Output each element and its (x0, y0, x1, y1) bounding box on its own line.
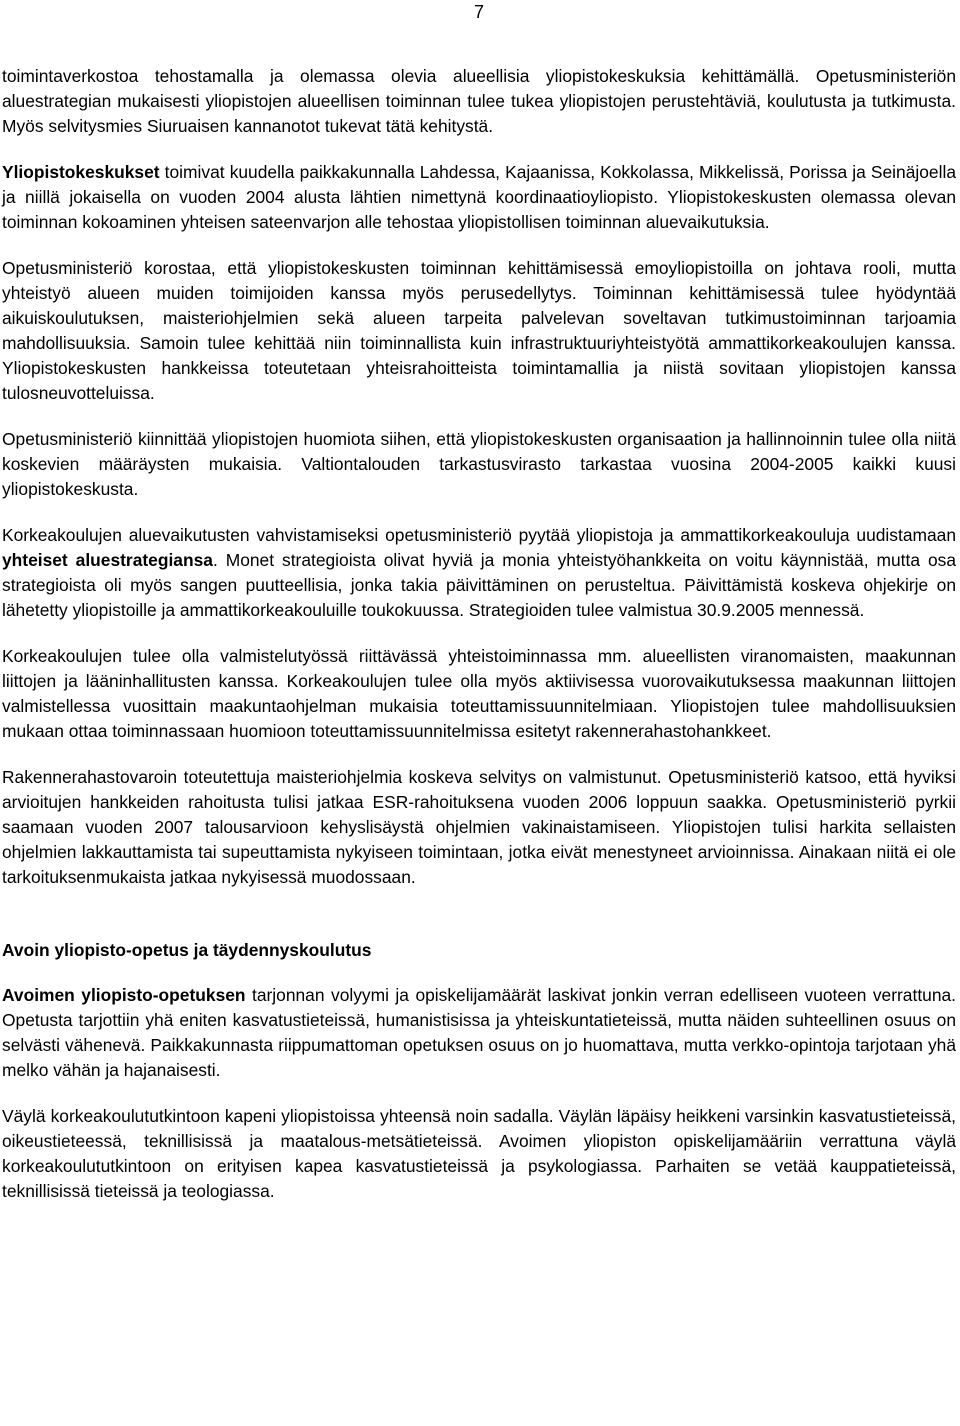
paragraph-organisaatio: Opetusministeriö kiinnittää yliopistojen huomiota siihen, että yliopistokeskusten organisaation ja hallinnoinnin tulee olla niitä koskevien määräysten mukaisia. Valtiontalouden tarkastusvirasto tarkastaa vuosina 2004-2005 kaikki kuusi yliopistokeskusta. (2, 429, 956, 499)
term-yhteiset-aluestrategiat: yhteiset aluestrategiansa (2, 550, 213, 570)
document-body (2, 64, 956, 1225)
section-heading: Avoin yliopisto-opetus ja täydennyskoulutus (2, 940, 372, 960)
paragraph-aluestrategiat-text-b: . Monet strategioista olivat hyviä ja monia yhteistyöhankkeita on voitu käynnistää, mutta osa strategioista oli myös sangen puutteellisia, jonka takia päivittäminen on perusteltua. Päivittämistä koskeva ohjekirje on lähetetty yliopistoille ja ammattikorkeakouluille toukokuussa. Strategioiden tulee valmistua 30.9.2005 mennessä. (2, 550, 956, 620)
paragraph-emoyliopistot: Opetusministeriö korostaa, että yliopistokeskusten toiminnan kehittämisessä emoyliopistoilla on johtava rooli, mutta yhteistyö alueen muiden toimijoiden kanssa myös perusedellytys. Toiminnan kehittämisessä tulee hyödyntää aikuiskoulutuksen, maisteriohjelmien sekä alueen tarpeita palvelevan soveltavan tutkimustoiminnan tarjoamia mahdollisuuksia. Samoin tulee kehittää niin toiminnallista kuin infrastruktuuriyhteistyötä ammattikorkeakoulujen kanssa. Yliopistokeskusten hankkeissa toteutetaan yhteisrahoitteista toimintamallia ja niistä sovitaan yliopistojen kanssa tulosneuvotteluissa. (2, 258, 956, 403)
paragraph-yliopistokeskukset (2, 160, 956, 235)
paragraph-aluestrategiat (2, 523, 956, 623)
term-yliopistokeskukset: Yliopistokeskukset (2, 162, 160, 182)
paragraph-intro: toimintaverkostoa tehostamalla ja olemassa olevia alueellisia yliopistokeskuksia kehittämällä. Opetusministeriön aluestrategian mukaisesti yliopistojen alueellisen toiminnan tulee tukea yliopistojen perustehtäviä, koulutusta ja tutkimusta. Myös selvitysmies Siuruaisen kannanotot tukevat tätä kehitystä. (2, 66, 956, 136)
paragraph-avoin-yliopisto (2, 983, 956, 1083)
paragraph-yliopistokeskukset-text: toimivat kuudella paikkakunnalla Lahdessa, Kajaanissa, Kokkolassa, Mikkelissä, Porissa ja Seinäjoella ja niillä jokaisella on vuoden 2004 alusta lähtien nimettynä koordinaatioyliopisto. Yliopistokeskusten olemassa olevan toiminnan kokoaminen yhteisen sateenvarjon alle tehostaa yliopistollisen toiminnan aluevaikutuksia. (2, 162, 956, 232)
paragraph-avoin-yliopisto-text: tarjonnan volyymi ja opiskelijamäärät laskivat jonkin verran edelliseen vuoteen verrattuna. Opetusta tarjottiin yhä eniten kasvatustieteissä, humanistisissa ja yhteiskuntatieteissä, mutta näiden suhteellinen osuus on selvästi vähenevä. Paikkakunnasta riippumattoman opetuksen osuus on jo huomattava, mutta verkko-opintoja tarjotaan yhä melko vähän ja hajanaisesti. (2, 985, 956, 1080)
paragraph-vayla: Väylä korkeakoulututkintoon kapeni yliopistoissa yhteensä noin sadalla. Väylän läpäisy heikkeni varsinkin kasvatustieteissä, oikeustieteessä, teknillisissä ja maatalous-metsätieteissä. Avoimen yliopiston opiskelijamääriin verrattuna väylä korkeakoulututkintoon on erityisen kapea kasvatustieteissä ja psykologiassa. Parhaiten se vetää kauppatieteissä, teknillisissä tieteissä ja teologiassa. (2, 1106, 956, 1201)
term-avoimen-yliopisto-opetuksen: Avoimen yliopisto-opetuksen (2, 985, 246, 1005)
paragraph-rakennerahasto: Rakennerahastovaroin toteutettuja maisteriohjelmia koskeva selvitys on valmistunut. Opetusministeriö katsoo, että hyviksi arvioitujen hankkeiden rahoitusta tulisi jatkaa ESR-rahoituksena vuoden 2006 loppuun saakka. Opetusministeriö pyrkii saamaan vuoden 2007 talousarvioon kehyslisäystä ohjelmien vakinaistamiseen. Yliopistojen tulisi harkita sellaisten ohjelmien lakkauttamista tai supeuttamista nykyiseen toimintaan, jotka eivät menestyneet arvioinnissa. Ainakaan niitä ei ole tarkoituksenmukaista jatkaa nykyisessä muodossaan. (2, 767, 956, 887)
paragraph-yhteistoiminta: Korkeakoulujen tulee olla valmistelutyössä riittävässä yhteistoiminnassa mm. alueellisten viranomaisten, maakunnan liittojen ja lääninhallitusten kanssa. Korkeakoulujen tulee olla myös aktiivisessa vuorovaikutuksessa maakunnan liittojen valmistellessa vuosittain maakuntaohjelman mukaisia toteuttamissuunnitelmiaan. Yliopistojen tulee mahdollisuuksien mukaan ottaa toiminnassaan huomioon toteuttamissuunnitelmissa esitetyt rakennerahastohankkeet. (2, 646, 956, 741)
paragraph-aluestrategiat-text-a: Korkeakoulujen aluevaikutusten vahvistamiseksi opetusministeriö pyytää yliopistoja ja ammattikorkeakouluja uudistamaan (2, 525, 956, 545)
page-number: 7 (473, 2, 484, 22)
